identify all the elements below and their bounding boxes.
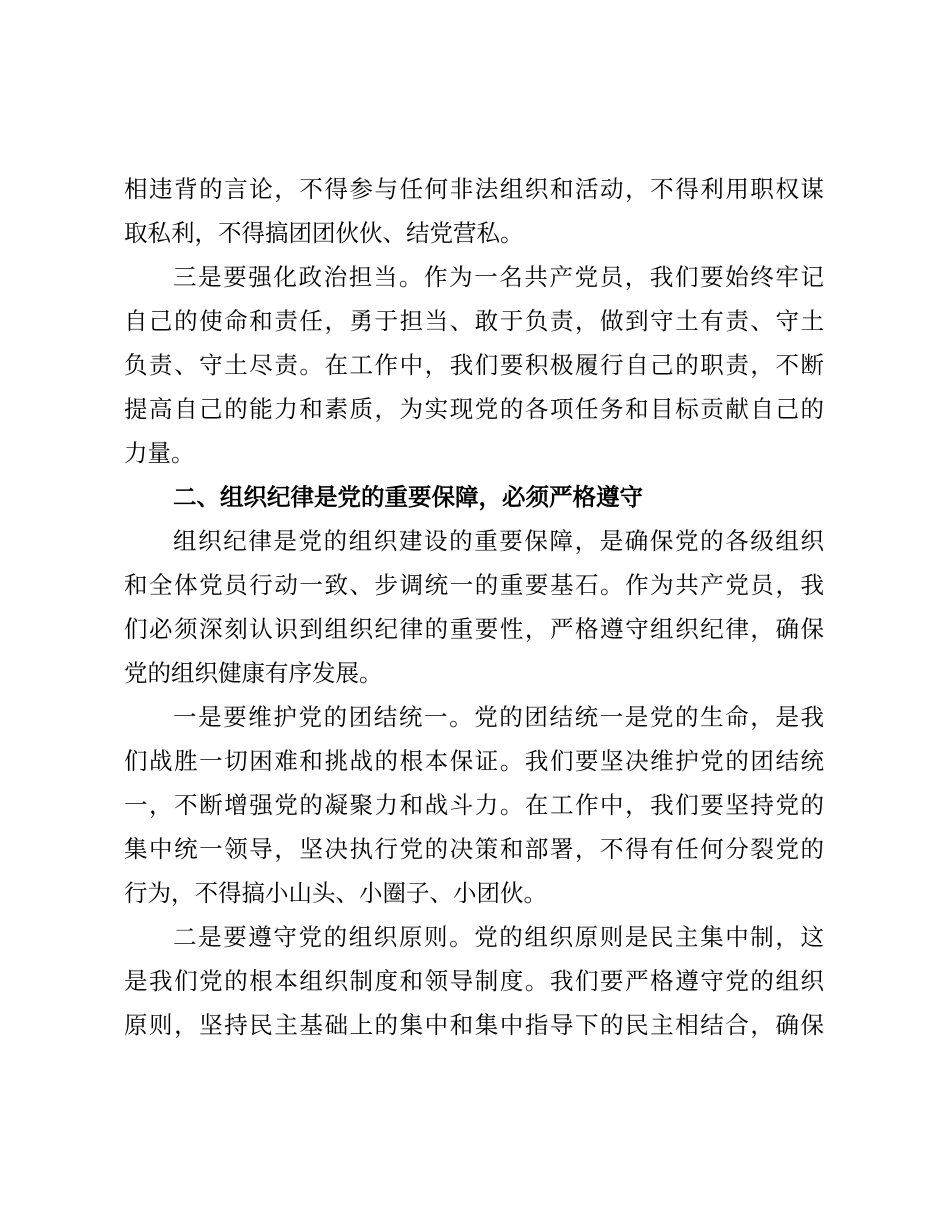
text-line: 们必须深刻认识到组织纪律的重要性，严格遵守组织纪律，确保 <box>124 615 824 643</box>
paragraph-first-line: 二是要遵守党的组织原则。党的组织原则是民主集中制，这 <box>173 923 824 951</box>
paragraph-first-line: 三是要强化政治担当。作为一名共产党员，我们要始终牢记 <box>173 263 824 291</box>
text-line: 党的组织健康有序发展。 <box>124 659 383 687</box>
text-line: 集中统一领导，坚决执行党的决策和部署，不得有任何分裂党的 <box>124 835 824 863</box>
text-line: 原则，坚持民主基础上的集中和集中指导下的民主相结合，确保 <box>124 1011 824 1039</box>
section-heading: 二、组织纪律是党的重要保障，必须严格遵守 <box>173 483 643 511</box>
text-line: 们战胜一切困难和挑战的根本保证。我们要坚决维护党的团结统 <box>124 747 824 775</box>
text-line: 行为，不得搞小山头、小圈子、小团伙。 <box>124 879 547 907</box>
paragraph-first-line: 一是要维护党的团结统一。党的团结统一是党的生命，是我 <box>173 703 824 731</box>
text-line: 负责、守土尽责。在工作中，我们要积极履行自己的职责，不断 <box>124 351 824 379</box>
text-line: 提高自己的能力和素质，为实现党的各项任务和目标贡献自己的 <box>124 395 824 423</box>
text-line: 相违背的言论，不得参与任何非法组织和活动，不得利用职权谋 <box>124 175 824 203</box>
text-line: 力量。 <box>124 439 195 467</box>
text-line: 取私利，不得搞团团伙伙、结党营私。 <box>124 219 524 247</box>
text-line: 自己的使命和责任，勇于担当、敢于负责，做到守土有责、守土 <box>124 307 824 335</box>
text-line: 和全体党员行动一致、步调统一的重要基石。作为共产党员，我 <box>124 571 824 599</box>
text-line: 是我们党的根本组织制度和领导制度。我们要严格遵守党的组织 <box>124 967 824 995</box>
paragraph-first-line: 组织纪律是党的组织建设的重要保障，是确保党的各级组织 <box>173 527 824 555</box>
text-line: 一，不断增强党的凝聚力和战斗力。在工作中，我们要坚持党的 <box>124 791 824 819</box>
